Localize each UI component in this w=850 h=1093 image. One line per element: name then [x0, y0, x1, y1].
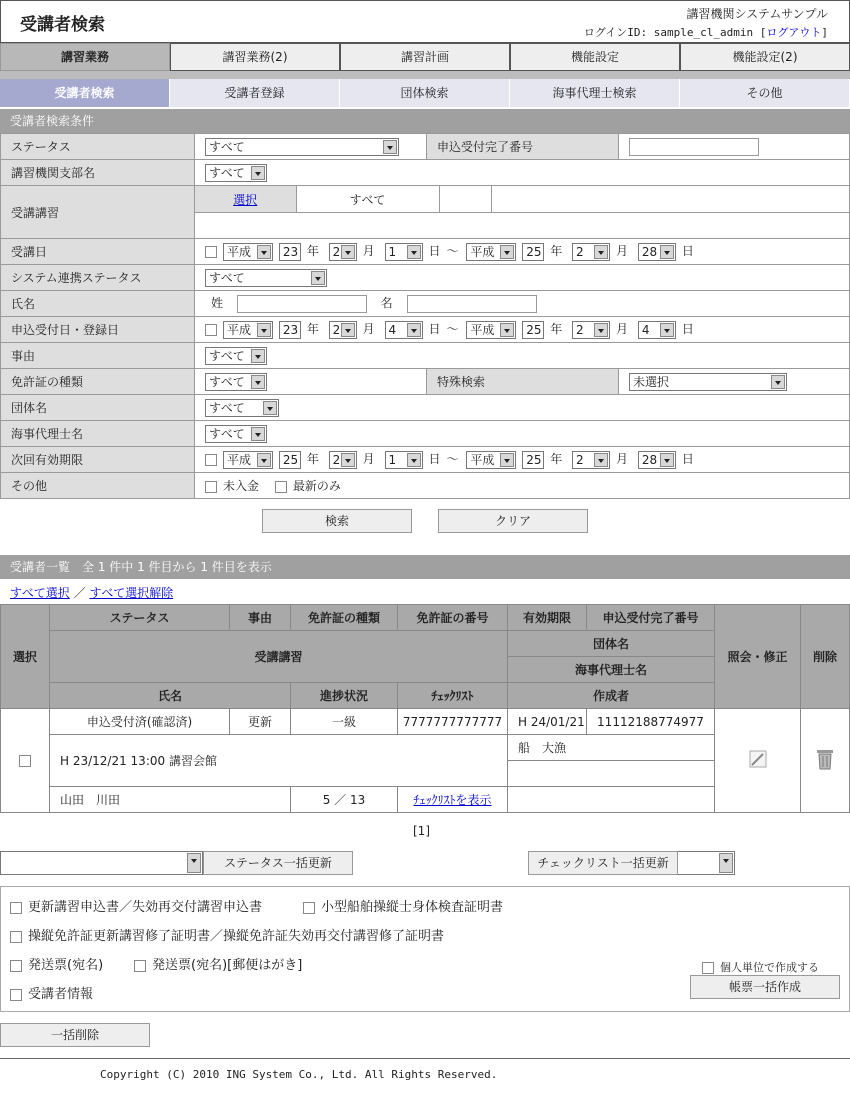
last-name-input[interactable]: [237, 295, 367, 313]
chevron-down-icon: [719, 853, 733, 873]
app-to-era[interactable]: 平成: [466, 321, 516, 339]
cell-checklist: [398, 787, 508, 813]
print-item-5[interactable]: 発送票(宛名)[郵便はがき]: [134, 954, 302, 973]
cell-progress: 5 ／ 13: [291, 787, 398, 813]
last-name-label: 姓: [211, 296, 224, 311]
exp-from-month[interactable]: 2: [329, 451, 357, 469]
subtab-group-search[interactable]: 団体検索: [340, 79, 510, 107]
tab-lecture-work[interactable]: 講習業務: [0, 43, 170, 71]
label-branch: 講習機関支部名: [1, 160, 195, 186]
col-expiry: 有効期限: [508, 605, 587, 631]
sys-status-select[interactable]: すべて: [205, 269, 327, 287]
label-group: 団体名: [1, 395, 195, 421]
app-from-era[interactable]: 平成: [223, 321, 273, 339]
chevron-down-icon: [257, 245, 271, 259]
label-status: ステータス: [1, 134, 195, 160]
chevron-down-icon: [383, 140, 397, 154]
date-from-month[interactable]: 2: [329, 243, 357, 261]
chevron-down-icon: [251, 166, 265, 180]
chevron-down-icon: [341, 323, 355, 337]
cell-status: 申込受付済(確認済): [50, 709, 230, 735]
row-checkbox[interactable]: [19, 755, 31, 767]
first-name-label: 名: [380, 296, 393, 311]
row-select-cell: [1, 709, 50, 813]
label-other: その他: [1, 473, 195, 499]
exp-from-era[interactable]: 平成: [223, 451, 273, 469]
date-range: 平成 23 年 2 月 1 日 〜 平成 25 年 2 月 28 日: [195, 239, 850, 265]
footer-divider: [0, 1058, 850, 1059]
col-agent: 海事代理士名: [508, 657, 715, 683]
chevron-down-icon: [251, 349, 265, 363]
chevron-down-icon: [500, 323, 514, 337]
chevron-down-icon: [311, 271, 325, 285]
logout-link[interactable]: ログアウト: [766, 26, 822, 39]
course-cell-blank-2: [491, 186, 849, 212]
login-info: ログインID: sample_cl_admin [ログアウト]: [583, 26, 828, 39]
unpaid-label: 未入金: [223, 479, 260, 493]
row-edit-cell: [715, 709, 801, 813]
col-license-no: 免許証の番号: [398, 605, 508, 631]
chevron-down-icon: [251, 375, 265, 389]
print-checkbox[interactable]: [10, 902, 22, 914]
print-checkbox[interactable]: [10, 960, 22, 972]
pagination[interactable]: [1]: [413, 824, 430, 838]
course-select-row: [195, 186, 849, 212]
label-date: 受講日: [1, 239, 195, 265]
app-to-year[interactable]: 25: [522, 321, 544, 339]
special-search-select[interactable]: 未選択: [629, 373, 787, 391]
col-checklist: ﾁｪｯｸﾘｽﾄ: [398, 683, 508, 709]
col-status: ステータス: [50, 605, 230, 631]
cell-reason: 更新: [230, 709, 291, 735]
status-bulk-select[interactable]: [0, 851, 203, 875]
tab-settings[interactable]: 機能設定: [510, 43, 680, 71]
label-app-complete-no: 申込受付完了番号: [427, 134, 619, 160]
cell-creator: [508, 787, 715, 813]
col-license-type: 免許証の種類: [291, 605, 398, 631]
exp-to-year[interactable]: 25: [522, 451, 544, 469]
print-item-6[interactable]: 受講者情報: [10, 983, 93, 1002]
cell-app-no: 11112188774977: [587, 709, 715, 735]
app-to-month[interactable]: 2: [572, 321, 610, 339]
tab-divider: [0, 71, 850, 79]
print-item-2[interactable]: 小型船舶操縦士身体検査証明書: [303, 896, 503, 915]
print-item-3[interactable]: 操縦免許証更新講習修了証明書／操縦免許証失効再交付講習修了証明書: [10, 925, 444, 944]
app-to-day[interactable]: 4: [638, 321, 676, 339]
label-sys-status: システム連携ステータス: [1, 265, 195, 291]
course-selected-value: すべて: [296, 186, 439, 212]
exp-to-era[interactable]: 平成: [466, 451, 516, 469]
chevron-down-icon: [771, 375, 785, 389]
chevron-down-icon: [594, 323, 608, 337]
date-to-month[interactable]: 2: [572, 243, 610, 261]
first-name-input[interactable]: [407, 295, 537, 313]
app-from-year[interactable]: 23: [279, 321, 301, 339]
status-bulk-button[interactable]: ステータス一括更新: [203, 851, 353, 875]
chevron-down-icon: [251, 427, 265, 441]
course-select-link[interactable]: 選択: [233, 192, 258, 207]
reason-select[interactable]: すべて: [205, 347, 267, 365]
label-special-search: 特殊検索: [427, 369, 619, 395]
date-from-era[interactable]: 平成: [223, 243, 273, 261]
row-delete-cell: [801, 709, 850, 813]
course-extra-row: [195, 213, 850, 239]
chevron-down-icon: [341, 245, 355, 259]
per-person-option[interactable]: 個人単位で作成する: [702, 959, 819, 975]
search-button[interactable]: 検索: [262, 509, 412, 533]
chevron-down-icon: [660, 245, 674, 259]
date-from-year[interactable]: 23: [279, 243, 301, 261]
exp-to-day[interactable]: 28: [638, 451, 676, 469]
chevron-down-icon: [594, 453, 608, 467]
subtab-other[interactable]: その他: [680, 79, 850, 107]
print-item-4[interactable]: 発送票(宛名): [10, 954, 103, 973]
label-name: 氏名: [1, 291, 195, 317]
chevron-down-icon: [594, 245, 608, 259]
chevron-down-icon: [341, 453, 355, 467]
chevron-down-icon: [500, 245, 514, 259]
bulk-delete-button[interactable]: 一括削除: [0, 1023, 150, 1047]
exp-from-day[interactable]: 1: [385, 451, 423, 469]
group-select[interactable]: すべて: [205, 399, 279, 417]
label-app-date: 申込受付日・登録日: [1, 317, 195, 343]
select-all-link[interactable]: すべて選択: [10, 586, 70, 600]
cell-agent: [508, 761, 715, 787]
chevron-down-icon: [187, 853, 201, 873]
tab-lecture-plan[interactable]: 講習計画: [340, 43, 510, 71]
agent-select[interactable]: すべて: [205, 425, 267, 443]
col-course: 受講講習: [50, 631, 508, 683]
date-to-day[interactable]: 28: [638, 243, 676, 261]
col-select: 選択: [1, 605, 50, 709]
print-checkbox[interactable]: [303, 902, 315, 914]
system-name: 講習機関システムサンプル: [686, 7, 828, 21]
subtab-student-register[interactable]: 受講者登録: [170, 79, 340, 107]
col-name: 氏名: [50, 683, 291, 709]
col-delete: 削除: [801, 605, 850, 709]
branch-select[interactable]: すべて: [205, 164, 267, 182]
expiry-range: 平成 25 年 2 月 1 日 〜 平成 25 年 2 月 28 日: [195, 447, 850, 473]
unpaid-checkbox[interactable]: [205, 481, 217, 493]
col-view-edit: 照会・修正: [715, 605, 801, 709]
col-group: 団体名: [508, 631, 715, 657]
label-agent: 海事代理士名: [1, 421, 195, 447]
app-date-range: 平成 23 年 2 月 4 日 〜 平成 25 年 2 月 4 日: [195, 317, 850, 343]
print-checkbox[interactable]: [10, 989, 22, 1001]
chevron-down-icon: [257, 323, 271, 337]
app-complete-no-input[interactable]: [629, 138, 759, 156]
clear-button[interactable]: クリア: [438, 509, 588, 533]
tab-settings-2[interactable]: 機能設定(2): [680, 43, 850, 71]
print-checkbox[interactable]: [134, 960, 146, 972]
print-bulk-button[interactable]: 帳票一括作成: [690, 975, 840, 999]
app-from-day[interactable]: 4: [385, 321, 423, 339]
search-section-title: 受講者検索条件: [0, 109, 850, 133]
chevron-down-icon: [500, 453, 514, 467]
label-next-expiry: 次回有効期限: [1, 447, 195, 473]
app-from-month[interactable]: 2: [329, 321, 357, 339]
latest-only-label: 最新のみ: [292, 479, 341, 493]
col-reason: 事由: [230, 605, 291, 631]
chevron-down-icon: [263, 401, 277, 415]
print-item-1[interactable]: 更新講習申込書／失効再交付講習申込書: [10, 896, 262, 915]
page-title: 受講者検索: [20, 15, 105, 35]
col-app-no: 申込受付完了番号: [587, 605, 715, 631]
chevron-down-icon: [407, 323, 421, 337]
chevron-down-icon: [257, 453, 271, 467]
date-to-era[interactable]: 平成: [466, 243, 516, 261]
cell-license-type: 一級: [291, 709, 398, 735]
col-progress: 進捗状況: [291, 683, 398, 709]
app-date-checkbox[interactable]: [205, 324, 217, 336]
latest-only-checkbox[interactable]: [275, 481, 287, 493]
label-course: 受講講習: [1, 186, 195, 239]
expiry-checkbox[interactable]: [205, 454, 217, 466]
cell-group: 船 大漁: [508, 735, 715, 761]
edit-icon[interactable]: [747, 748, 769, 770]
search-form: [0, 133, 850, 499]
copyright: Copyright (C) 2010 ING System Co., Ltd. All Rights Reserved.: [100, 1068, 498, 1081]
print-checkbox[interactable]: [10, 931, 22, 943]
label-license-type: 免許証の種類: [1, 369, 195, 395]
date-to-year[interactable]: 25: [522, 243, 544, 261]
license-type-select[interactable]: すべて: [205, 373, 267, 391]
cell-name: 山田 川田: [50, 787, 291, 813]
status-select[interactable]: すべて: [205, 138, 399, 156]
checklist-bulk-button[interactable]: チェックリスト一括更新: [528, 851, 678, 875]
checklist-link[interactable]: ﾁｪｯｸﾘｽﾄを表示: [413, 793, 492, 807]
cell-license-no: 7777777777777: [398, 709, 508, 735]
col-creator: 作成者: [508, 683, 715, 709]
table-row: [1, 709, 850, 735]
date-from-day[interactable]: 1: [385, 243, 423, 261]
per-person-checkbox[interactable]: [702, 962, 714, 974]
selection-links: すべて選択 ／ すべて選択解除: [10, 586, 174, 600]
exp-to-month[interactable]: 2: [572, 451, 610, 469]
chevron-down-icon: [660, 323, 674, 337]
tab-lecture-work-2[interactable]: 講習業務(2): [170, 43, 340, 71]
course-cell-blank: [439, 186, 491, 212]
deselect-all-link[interactable]: すべて選択解除: [89, 586, 174, 600]
cell-course: H 23/12/21 13:00 講習会館: [50, 735, 508, 787]
subtab-agent-search[interactable]: 海事代理士検索: [510, 79, 680, 107]
chevron-down-icon: [407, 453, 421, 467]
label-reason: 事由: [1, 343, 195, 369]
exp-from-year[interactable]: 25: [279, 451, 301, 469]
subtab-student-search[interactable]: 受講者検索: [0, 79, 170, 107]
chevron-down-icon: [660, 453, 674, 467]
chevron-down-icon: [407, 245, 421, 259]
date-checkbox[interactable]: [205, 246, 217, 258]
cell-expiry: H 24/01/21: [508, 709, 587, 735]
trash-icon[interactable]: [815, 747, 835, 771]
results-table: [0, 604, 850, 813]
results-section-title: 受講者一覧 全 1 件中 1 件目から 1 件目を表示: [0, 555, 850, 579]
